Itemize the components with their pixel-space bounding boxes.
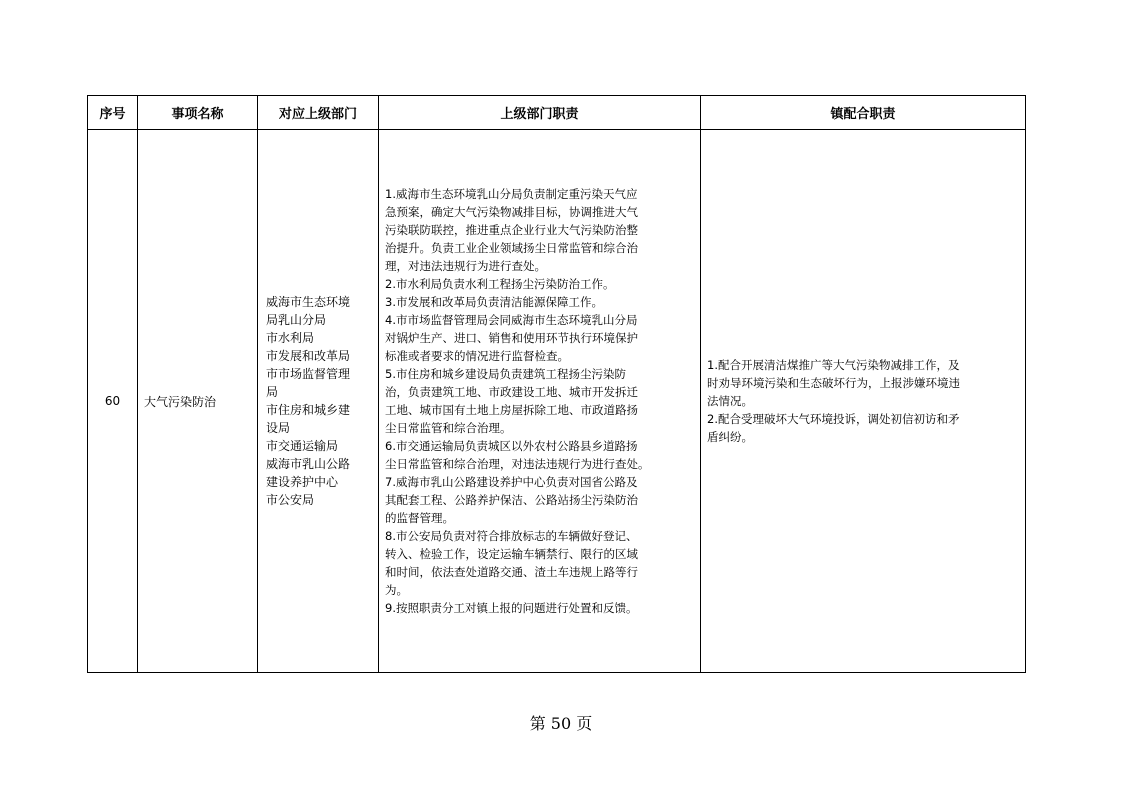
- duty-line: 9.按照职责分工对镇上报的问题进行处置和反馈。: [385, 601, 638, 615]
- department-line: 市公安局: [266, 493, 315, 507]
- duty-line: 2.市水利局负责水利工程扬尘污染防治工作。: [385, 277, 615, 291]
- department-line: 建设养护中心: [266, 475, 339, 489]
- row-number: 60: [88, 130, 138, 673]
- duty-line: 其配套工程、公路养护保洁、公路站扬尘污染防治: [385, 493, 638, 507]
- duty-line: 和时间，依法查处道路交通、渣土车违规上路等行: [385, 565, 638, 579]
- department-line: 市市场监督管理: [266, 367, 351, 381]
- header-superior-duties: 上级部门职责: [379, 96, 701, 130]
- department-line: 设局: [266, 421, 291, 435]
- town-duty-line: 盾纠纷。: [707, 430, 753, 444]
- table-header-row: [88, 96, 1026, 130]
- duty-line: 3.市发展和改革局负责清洁能源保障工作。: [385, 295, 603, 309]
- duty-table: [87, 95, 1026, 673]
- duty-line: 尘日常监管和综合治理，对违法违规行为进行查处。: [385, 457, 650, 471]
- duty-line: 污染联防联控，推进重点企业行业大气污染防治整: [385, 223, 638, 237]
- department-line: 威海市生态环境: [266, 295, 351, 309]
- header-item-name: 事项名称: [138, 96, 258, 130]
- header-town-duties: 镇配合职责: [701, 96, 1026, 130]
- duty-line: 急预案，确定大气污染物减排目标，协调推进大气: [385, 205, 638, 219]
- row-item-name: 大气污染防治: [138, 130, 258, 673]
- duty-line: 7.威海市乳山公路建设养护中心负责对国省公路及: [385, 475, 638, 489]
- duty-line: 治，负责建筑工地、市政建设工地、城市开发拆迁: [385, 385, 638, 399]
- department-line: 市住房和城乡建: [266, 403, 351, 417]
- duty-line: 5.市住房和城乡建设局负责建筑工程扬尘污染防: [385, 367, 626, 381]
- duty-line: 4.市市场监督管理局会同威海市生态环境乳山分局: [385, 313, 638, 327]
- department-line: 局: [266, 385, 279, 399]
- department-line: 市交通运输局: [266, 439, 339, 453]
- department-line: 市发展和改革局: [266, 349, 351, 363]
- department-line: 威海市乳山公路: [266, 457, 351, 471]
- town-duty-line: 2.配合受理破坏大气环境投诉，调处初信初访和矛: [707, 412, 960, 426]
- duty-line: 对锅炉生产、进口、销售和使用环节执行环境保护: [385, 331, 638, 345]
- town-duty-line: 时劝导环境污染和生态破坏行为，上报涉嫌环境违: [707, 376, 960, 390]
- header-number: 序号: [88, 96, 138, 130]
- duty-line: 工地、城市国有土地上房屋拆除工地、市政道路扬: [385, 403, 638, 417]
- duty-line: 尘日常监管和综合治理。: [385, 421, 512, 435]
- duty-line: 转入、检验工作，设定运输车辆禁行、限行的区域: [385, 547, 638, 561]
- duty-line: 为。: [385, 583, 408, 597]
- duty-line: 1.威海市生态环境乳山分局负责制定重污染天气应: [385, 187, 638, 201]
- department-line: 局乳山分局: [266, 313, 327, 327]
- page-number: 第 50 页: [529, 714, 593, 733]
- duty-line: 的监督管理。: [385, 511, 454, 525]
- table-row: [88, 130, 1026, 673]
- town-duty-line: 法情况。: [707, 394, 753, 408]
- duty-line: 理，对违法违规行为进行查处。: [385, 259, 546, 273]
- row-town-duties: [701, 130, 1026, 673]
- row-departments: [258, 130, 379, 673]
- duty-line: 6.市交通运输局负责城区以外农村公路县乡道路扬: [385, 439, 638, 453]
- department-line: 市水利局: [266, 331, 315, 345]
- duty-line: 8.市公安局负责对符合排放标志的车辆做好登记、: [385, 529, 638, 543]
- duty-line: 标准或者要求的情况进行监督检查。: [385, 349, 569, 363]
- town-duty-line: 1.配合开展清洁煤推广等大气污染物减排工作，及: [707, 358, 960, 372]
- row-superior-duties: [379, 130, 701, 673]
- duty-line: 治提升。负责工业企业领域扬尘日常监管和综合治: [385, 241, 638, 255]
- header-superior-department: 对应上级部门: [258, 96, 379, 130]
